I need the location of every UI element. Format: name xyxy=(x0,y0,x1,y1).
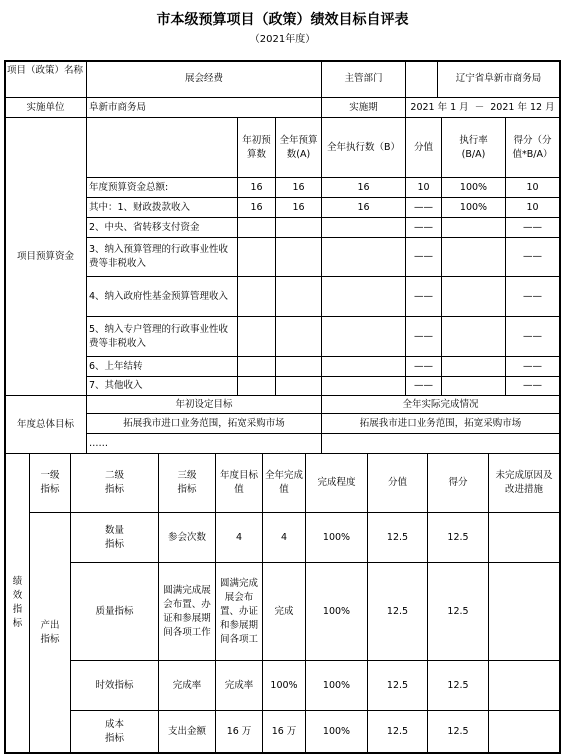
perf-row-reason xyxy=(489,513,559,562)
perf-row-level3: 圆满完成展会布置、办证和参展期间各项工作 xyxy=(163,584,211,638)
perf-row-level2: 成本指标 xyxy=(104,718,124,744)
budget-row-score: —— xyxy=(523,221,542,233)
budget-section-label: 项目预算资金 xyxy=(16,250,74,262)
perf-row-target: 完成率 xyxy=(224,679,254,691)
budget-row-rate: 100% xyxy=(459,181,488,193)
period-label: 实施期 xyxy=(349,101,378,113)
perf-row-degree: 100% xyxy=(322,725,351,737)
budget-row-label: 3、纳入预算管理的行政事业性收费等非税收入 xyxy=(89,244,229,269)
goals-actual-value: 拓展我市进口业务范围，拓宽采购市场 xyxy=(359,417,522,429)
budget-row-label: 5、纳入专户管理的行政事业性收费等非税收入 xyxy=(89,323,229,349)
perf-row-actual: 完成 xyxy=(274,605,294,617)
perf-header-score: 得分 xyxy=(448,477,468,488)
perf-row-actual: 16 万 xyxy=(271,725,297,737)
budget-row-score: 10 xyxy=(526,201,539,213)
project-name-value: 展会经费 xyxy=(184,73,223,84)
performance-section-label: 绩效指标 xyxy=(12,576,23,629)
budget-row-label: 2、中央、省转移支付资金 xyxy=(89,221,200,233)
budget-row-rate: 100% xyxy=(459,201,488,213)
perf-row-target: 圆满完成展会布置、办证和参展期间各项工 xyxy=(219,577,258,645)
perf-row-degree: 100% xyxy=(322,605,351,617)
goals-ellipsis: …… xyxy=(89,437,108,449)
budget-row-score: —— xyxy=(523,360,542,372)
budget-row-score: —— xyxy=(523,330,542,342)
perf-row-level3: 支出金额 xyxy=(167,725,206,737)
budget-row-label: 年度预算资金总额: xyxy=(89,181,169,193)
perf-row-level3: 完成率 xyxy=(172,679,202,691)
budget-row-executed: 16 xyxy=(357,201,370,213)
budget-row-score: —— xyxy=(523,290,542,302)
budget-row-score-value: —— xyxy=(414,251,433,262)
budget-header-initial: 年初预算数 xyxy=(242,134,271,160)
budget-header-annual: 全年预算数(A) xyxy=(279,134,318,160)
budget-row-annual: 16 xyxy=(292,181,305,193)
perf-row-target: 16 万 xyxy=(226,725,252,737)
budget-row-label: 4、纳入政府性基金预算管理收入 xyxy=(89,290,229,302)
perf-row-score-value: 12.5 xyxy=(386,679,409,691)
perf-row-reason xyxy=(489,563,559,660)
perf-header-reason: 未完成原因及改进措施 xyxy=(495,470,553,495)
perf-row-reason xyxy=(489,661,559,710)
dept-value: 辽宁省阜新市商务局 xyxy=(455,73,542,84)
perf-header-degree: 完成程度 xyxy=(317,477,356,488)
budget-row-score: 10 xyxy=(526,181,539,193)
perf-row-score-value: 12.5 xyxy=(386,725,409,737)
perf-row-level2: 时效指标 xyxy=(95,679,134,691)
page-subtitle: （2021年度） xyxy=(249,34,316,45)
unit-value: 阜新市商务局 xyxy=(89,101,147,113)
perf-row-level2: 数量指标 xyxy=(104,524,124,550)
perf-header-level1: 一级指标 xyxy=(40,470,60,495)
perf-row-level2: 质量指标 xyxy=(95,605,134,617)
perf-row-score: 12.5 xyxy=(447,679,469,691)
perf-row-score: 12.5 xyxy=(447,605,469,617)
budget-row-score-value: —— xyxy=(414,360,433,372)
goals-planned-header: 年初设定目标 xyxy=(175,398,233,410)
budget-row-score-value: —— xyxy=(414,221,433,233)
perf-row-score: 12.5 xyxy=(447,531,469,543)
budget-row-annual: 16 xyxy=(292,201,305,213)
perf-header-level2: 二级指标 xyxy=(104,470,124,495)
budget-header-rate: 执行率(B/A) xyxy=(459,134,488,160)
budget-row-score-value: 10 xyxy=(417,181,430,193)
perf-header-score-value: 分值 xyxy=(387,477,407,488)
budget-row-label: 其中：1、财政拨款收入 xyxy=(89,201,191,213)
budget-row-score-value: —— xyxy=(414,330,433,342)
page-title: 市本级预算项目（政策）绩效目标自评表 xyxy=(156,12,409,28)
perf-row-score: 12.5 xyxy=(447,725,469,737)
perf-level1-output: 产出指标 xyxy=(40,619,60,645)
perf-row-actual: 4 xyxy=(280,531,288,543)
perf-row-degree: 100% xyxy=(322,531,351,543)
budget-row-initial: 16 xyxy=(250,201,263,213)
perf-row-target: 4 xyxy=(235,531,243,543)
goals-actual-header: 全年实际完成情况 xyxy=(402,398,479,410)
budget-row-label: 6、上年结转 xyxy=(89,360,143,372)
perf-row-reason xyxy=(489,711,559,752)
budget-row-label: 7、其他收入 xyxy=(89,380,143,391)
perf-header-target: 年度目标值 xyxy=(219,470,258,495)
perf-row-level3: 参会次数 xyxy=(167,531,206,543)
budget-row-score-value: —— xyxy=(414,201,433,213)
budget-header-executed: 全年执行数（B） xyxy=(326,141,401,153)
perf-row-actual: 100% xyxy=(270,679,298,691)
perf-row-degree: 100% xyxy=(322,679,351,691)
perf-row-score-value: 12.5 xyxy=(386,531,409,543)
perf-header-actual: 全年完成值 xyxy=(265,470,304,495)
budget-header-score: 得分（分值*B/A） xyxy=(512,134,553,160)
budget-row-initial: 16 xyxy=(250,181,263,193)
goals-section-label: 年度总体目标 xyxy=(16,418,74,430)
project-name-label: 项目（政策）名称 xyxy=(7,65,84,76)
budget-row-score: —— xyxy=(523,380,542,391)
dept-label: 主管部门 xyxy=(344,73,383,84)
budget-row-executed: 16 xyxy=(357,181,370,193)
period-value: 2021 年 1 月 － 2021 年 12 月 xyxy=(410,101,555,113)
perf-row-score-value: 12.5 xyxy=(386,605,409,617)
budget-header-score-value: 分值 xyxy=(413,141,433,153)
perf-header-level3: 三级指标 xyxy=(177,470,197,495)
goals-planned-value: 拓展我市进口业务范围，拓宽采购市场 xyxy=(123,417,285,429)
budget-row-score: —— xyxy=(523,251,542,262)
budget-row-score-value: —— xyxy=(414,290,433,302)
unit-label: 实施单位 xyxy=(26,101,65,113)
budget-row-score-value: —— xyxy=(414,380,433,391)
